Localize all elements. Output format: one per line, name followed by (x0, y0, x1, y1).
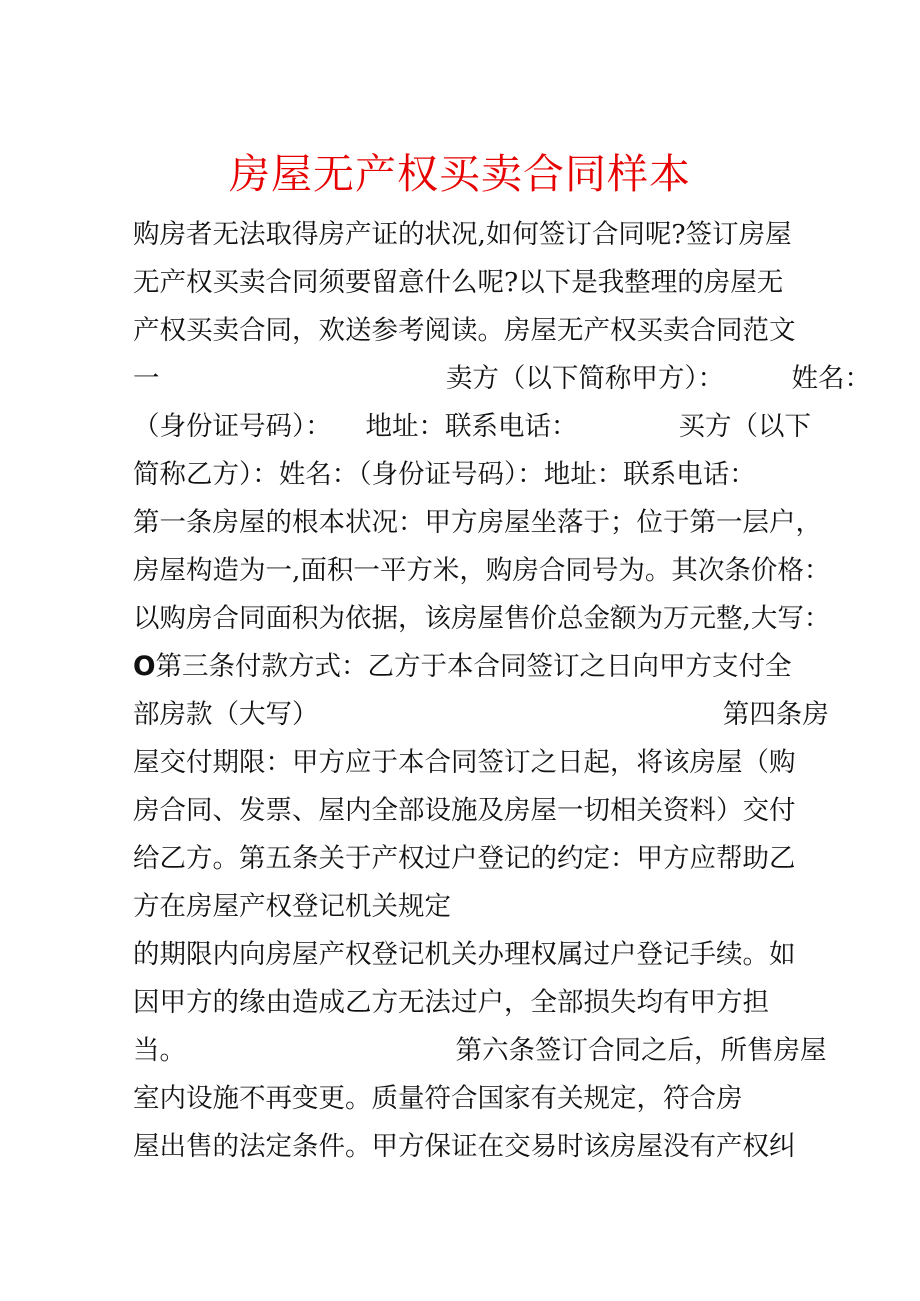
body-line-13: 房合同、发票、屋内全部设施及房屋一切相关资料）交付 (133, 795, 796, 826)
body-line-20: 屋出售的法定条件。甲方保证在交易时该房屋没有产权纠 (133, 1131, 796, 1162)
body-line-2: 无产权买卖合同须要留意什么呢?以下是我整理的房屋无 (133, 267, 784, 298)
body-line-5: （身份证号码）： 地址：联系电话： 买方（以下 (133, 411, 812, 442)
body-line-11: 部房款（大写） 第四条房 (133, 699, 829, 730)
body-line-14: 给乙方。第五条关于产权过户登记的约定：甲方应帮助乙 (133, 843, 796, 874)
body-line-1: 购房者无法取得房产证的状况,如何签订合同呢?签订房屋 (133, 219, 792, 250)
body-line-6: 简称乙方）：姓名：（身份证号码）：地址：联系电话： (133, 459, 756, 490)
bullet-mark: O (133, 651, 156, 682)
body-line-15: 方在房屋产权登记机关规定 (133, 891, 451, 922)
body-line-16: 的期限内向房屋产权登记机关办理权属过户登记手续。如 (133, 939, 796, 970)
document-title: 房屋无产权买卖合同样本 (229, 150, 691, 198)
body-line-19: 室内设施不再变更。质量符合国家有关规定，符合房 (133, 1083, 743, 1114)
body-line-9: 以购房合同面积为依据，该房屋售价总金额为万元整,大写： (133, 603, 831, 634)
body-line-8: 房屋构造为一,面积一平方米，购房合同号为。其次条价格： (133, 555, 831, 586)
body-line-3: 产权买卖合同，欢送参考阅读。房屋无产权买卖合同范文 (133, 315, 796, 346)
body-line-18: 当。 第六条签订合同之后，所售房屋 (133, 1035, 827, 1066)
body-line-7: 第一条房屋的根本状况：甲方房屋坐落于；位于第一层户， (133, 507, 822, 538)
body-line-4: 一 卖方（以下简称甲方）： 姓名： (133, 363, 872, 394)
body-line-10 (133, 649, 792, 685)
body-line-17: 因甲方的缘由造成乙方无法过户，全部损失均有甲方担 (133, 987, 769, 1018)
body-line-10-text: 第三条付款方式：乙方于本合同签订之日向甲方支付全 (155, 651, 792, 682)
body-line-12: 屋交付期限：甲方应于本合同签订之日起，将该房屋（购 (133, 747, 796, 778)
